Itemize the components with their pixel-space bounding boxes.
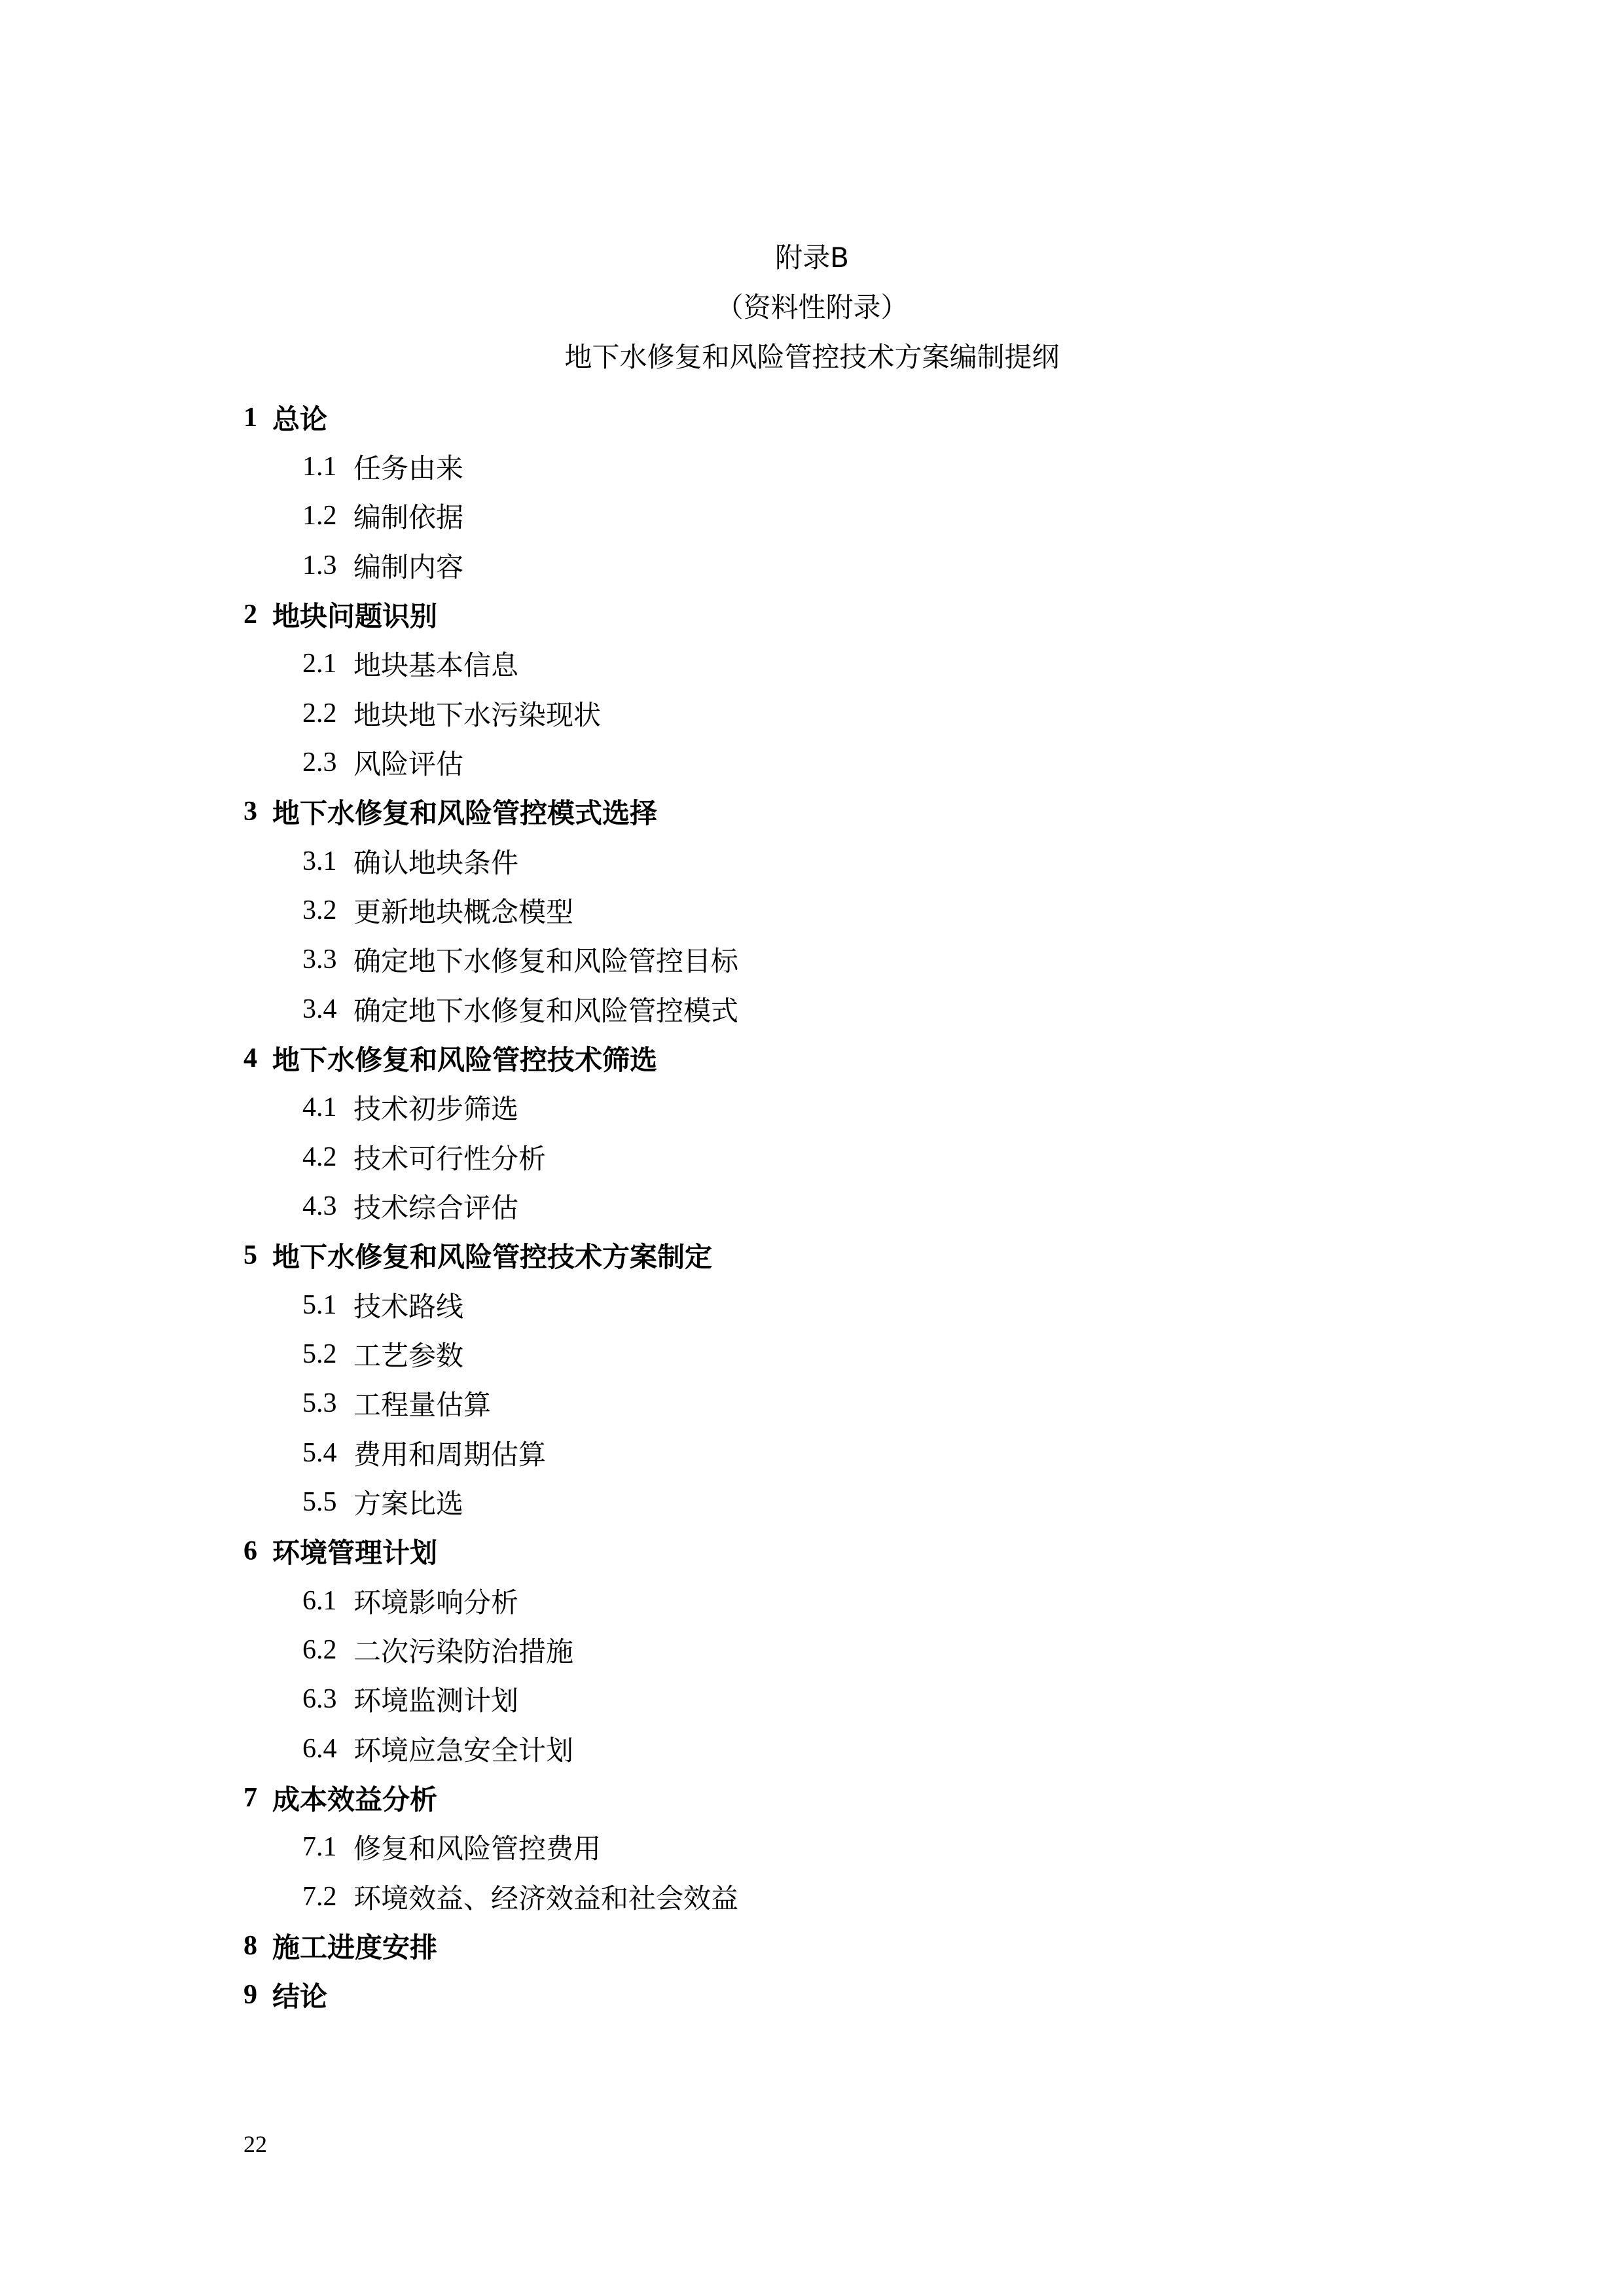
section-title: 环境应急安全计划 (353, 1734, 574, 1767)
chapter-heading (244, 1921, 1422, 1970)
section-item (244, 935, 1422, 984)
section-number: 1.1 (302, 451, 337, 482)
chapter-title: 总论 (272, 403, 328, 435)
section-title: 编制内容 (353, 550, 464, 583)
section-item (244, 886, 1422, 935)
section-title: 确定地下水修复和风险管控模式 (353, 994, 739, 1027)
section-item (244, 442, 1422, 491)
section-title: 环境影响分析 (353, 1586, 519, 1619)
section-title: 确定地下水修复和风险管控目标 (353, 945, 739, 978)
section-title: 技术路线 (353, 1290, 464, 1323)
chapter-number: 1 (244, 402, 257, 433)
chapter-title: 结论 (272, 1981, 328, 2013)
section-number: 6.4 (302, 1733, 337, 1764)
section-title: 技术综合评估 (353, 1191, 519, 1224)
chapter-heading (244, 1527, 1422, 1576)
chapter-number: 2 (244, 599, 257, 630)
section-item (244, 1477, 1422, 1526)
section-number: 6.3 (302, 1684, 337, 1715)
section-number: 6.2 (302, 1634, 337, 1665)
section-title: 编制依据 (353, 501, 464, 534)
section-title: 任务由来 (353, 452, 464, 484)
section-number: 5.3 (302, 1388, 337, 1419)
chapter-title: 地下水修复和风险管控技术方案制定 (272, 1241, 713, 1274)
section-title: 费用和周期估算 (353, 1438, 547, 1471)
section-number: 5.4 (302, 1437, 337, 1468)
section-title: 二次污染防治措施 (353, 1635, 574, 1668)
chapter-heading (244, 1231, 1422, 1280)
section-title: 更新地块概念模型 (353, 895, 574, 928)
section-number: 3.4 (302, 994, 337, 1024)
section-title: 修复和风险管控费用 (353, 1833, 602, 1865)
document-title: 地下水修复和风险管控技术方案编制提纲 (564, 341, 1060, 373)
section-item (244, 1329, 1422, 1378)
section-number: 7.1 (302, 1832, 337, 1863)
section-title: 地块基本信息 (353, 649, 519, 682)
section-item (244, 1872, 1422, 1921)
section-number: 1.3 (302, 550, 337, 581)
section-number: 4.2 (302, 1141, 337, 1172)
section-number: 1.2 (302, 501, 337, 531)
appendix-type: （资料性附录） (715, 291, 909, 323)
section-item (244, 1132, 1422, 1181)
section-number: 4.1 (302, 1092, 337, 1123)
section-item (244, 1675, 1422, 1724)
section-title: 工艺参数 (353, 1339, 464, 1372)
chapter-title: 地块问题识别 (272, 600, 438, 632)
section-item (244, 1280, 1422, 1329)
section-title: 环境监测计划 (353, 1685, 519, 1717)
section-item (244, 1724, 1422, 1773)
section-number: 2.3 (302, 747, 337, 778)
section-title: 环境效益、经济效益和社会效益 (353, 1882, 739, 1914)
section-number: 5.5 (302, 1486, 337, 1517)
chapter-heading (244, 787, 1422, 836)
chapter-title: 成本效益分析 (272, 1783, 438, 1816)
section-number: 5.1 (302, 1289, 337, 1320)
section-item (244, 541, 1422, 590)
section-item (244, 1083, 1422, 1132)
chapter-heading (244, 1773, 1422, 1822)
section-item (244, 639, 1422, 689)
outline-list (244, 393, 1422, 2020)
chapter-heading (244, 1971, 1422, 2020)
section-number: 2.2 (302, 698, 337, 728)
section-item (244, 738, 1422, 787)
section-item (244, 689, 1422, 738)
chapter-number: 3 (244, 797, 257, 827)
section-number: 6.1 (302, 1585, 337, 1616)
section-item (244, 492, 1422, 541)
section-item (244, 1823, 1422, 1872)
appendix-label: 附录B (775, 242, 849, 274)
chapter-number: 8 (244, 1930, 257, 1961)
section-title: 风险评估 (353, 747, 464, 780)
section-title: 方案比选 (353, 1487, 464, 1520)
chapter-title: 地下水修复和风险管控技术筛选 (272, 1043, 658, 1076)
section-title: 技术初步筛选 (353, 1093, 519, 1126)
page-number: 22 (244, 2131, 267, 2157)
section-number: 4.3 (302, 1191, 337, 1221)
section-title: 确认地块条件 (353, 846, 519, 879)
section-title: 技术可行性分析 (353, 1142, 547, 1175)
section-item (244, 1181, 1422, 1230)
chapter-heading (244, 1033, 1422, 1083)
chapter-number: 6 (244, 1536, 257, 1567)
section-item (244, 1379, 1422, 1428)
section-number: 2.1 (302, 649, 337, 679)
chapter-number: 5 (244, 1240, 257, 1271)
section-item (244, 984, 1422, 1033)
chapter-heading (244, 393, 1422, 442)
section-title: 工程量估算 (353, 1389, 492, 1422)
section-number: 3.1 (302, 846, 337, 876)
section-number: 3.2 (302, 895, 337, 925)
chapter-title: 环境管理计划 (272, 1537, 438, 1570)
chapter-number: 9 (244, 1980, 257, 2011)
section-number: 3.3 (302, 944, 337, 975)
chapter-title: 地下水修复和风险管控模式选择 (272, 797, 658, 830)
chapter-number: 7 (244, 1782, 257, 1813)
chapter-number: 4 (244, 1043, 257, 1073)
section-title: 地块地下水污染现状 (353, 698, 602, 731)
section-item (244, 1625, 1422, 1674)
section-item (244, 836, 1422, 886)
chapter-heading (244, 590, 1422, 639)
section-number: 7.2 (302, 1881, 337, 1912)
section-item (244, 1428, 1422, 1477)
section-number: 5.2 (302, 1338, 337, 1369)
chapter-title: 施工进度安排 (272, 1931, 438, 1964)
section-item (244, 1576, 1422, 1625)
